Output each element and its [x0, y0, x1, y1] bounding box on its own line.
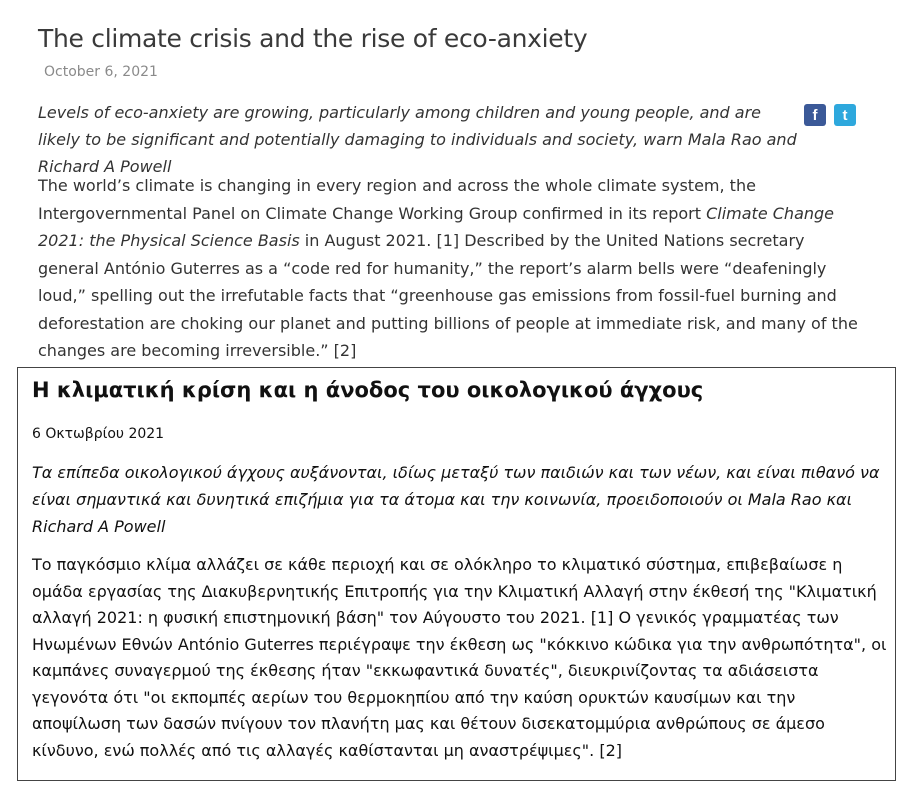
greek-lead: Τα επίπεδα οικολογικού άγχους αυξάνονται, ιδίως μεταξύ των παιδιών και των νέων, και είναι πιθανό να είναι σημαντικά και δυνητικά επιζήμια για τα άτομα και την κοινωνία, προειδοποιούν οι Mala Rao και Richard A Powell — [32, 463, 880, 536]
report-title: Climate Change 2021: the Physical Science Basis — [38, 203, 835, 250]
article-date: October 6, 2021 — [44, 64, 158, 80]
article-lead: Levels of eco-anxiety are growing, particularly among children and young people, and are likely to be significant and potentially damaging to individuals and society, warn Mala Rao and Richard A Powell — [38, 103, 797, 176]
body-text-2: in August 2021. [1] Described by the United Nations secretary general António Guterres as a “code red for humanity,” the report’s alarm bells were “deafeningly loud,” spelling out the irrefutable facts that “greenhouse gas emissions from fossil-fuel burning and deforestation are choking our planet and putting billions of people at immediate risk, and many of the changes are becoming irreversible.” [2] — [38, 231, 858, 360]
body-text-1: The world’s climate is changing in every region and across the whole climate system, the Intergovernmental Panel on Climate Change Working Group confirmed in its report — [38, 176, 756, 223]
greek-title: Η κλιματική κρίση και η άνοδος του οικολογικού άγχους — [32, 378, 704, 402]
greek-translation-box — [17, 367, 896, 781]
greek-body: Το παγκόσμιο κλίμα αλλάζει σε κάθε περιοχή και σε ολόκληρο το κλιματικό σύστημα, επιβεβαίωσε η ομάδα εργασίας της Διακυβερνητικής Επιτροπής για την Κλιματική Αλλαγή στην έκθεσή της "Κλιματική αλλαγή 2021: η φυσική επιστημονική βάση" τον Αύγουστο του 2021. [1] Ο γενικός γραμματέας των Ηνωμένων Εθνών António Guterres περιέγραψε την έκθεση ως "κόκκινο κώδικα για την ανθρωπότητα", οι καμπάνες συναγερμού της έκθεσης ήταν "εκκωφαντικά δυνατές", διευκρινίζοντας τα αδιάσειστα γεγονότα ότι "οι εκπομπές αερίων του θερμοκηπίου από την καύση ορυκτών καυσίμων και την αποψίλωση των δασών πνίγουν τον πλανήτη μας και θέτουν δισεκατομμύρια ανθρώπους σε άμεσο κίνδυνο, ενώ πολλές από τις αλλαγές καθίστανται μη αναστρέψιμες". [2] — [32, 555, 887, 760]
article-body — [38, 172, 868, 365]
article-title: The climate crisis and the rise of eco-anxiety — [38, 24, 588, 53]
twitter-icon[interactable]: t — [834, 104, 856, 126]
facebook-icon[interactable]: f — [804, 104, 826, 126]
social-share — [804, 104, 856, 126]
greek-date: 6 Οκτωβρίου 2021 — [32, 426, 165, 442]
